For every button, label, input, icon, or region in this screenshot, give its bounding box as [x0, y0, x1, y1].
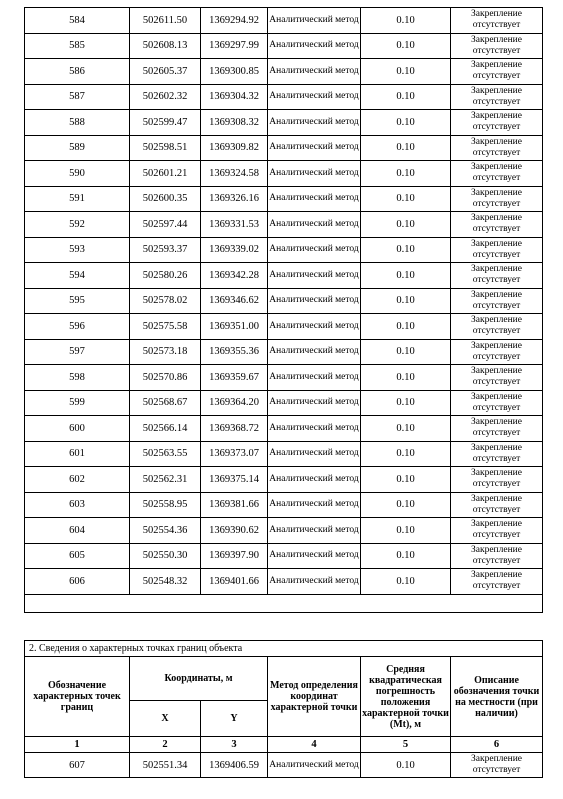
description: Закрепление отсутствует: [451, 492, 543, 518]
description: Закрепление отсутствует: [451, 416, 543, 442]
coord-y: 1369324.58: [201, 161, 268, 187]
coord-x: 502548.32: [130, 569, 201, 595]
coord-y: 1369364.20: [201, 390, 268, 416]
point-id: 597: [25, 339, 130, 365]
coord-x: 502600.35: [130, 186, 201, 212]
method: Аналитический метод: [268, 8, 361, 34]
error-value: 0.10: [361, 518, 451, 544]
coord-x: 502611.50: [130, 8, 201, 34]
boundary-points-table: [24, 640, 543, 778]
error-value: 0.10: [361, 492, 451, 518]
table-row: [25, 492, 543, 518]
method: Аналитический метод: [268, 84, 361, 110]
empty-cell: [25, 594, 543, 612]
header-point-designation: Обозначение характерных точек границ: [25, 657, 130, 737]
description: Закрепление отсутствует: [451, 569, 543, 595]
coord-y: 1369297.99: [201, 33, 268, 59]
coord-y: 1369326.16: [201, 186, 268, 212]
coord-x: 502566.14: [130, 416, 201, 442]
point-id: 599: [25, 390, 130, 416]
coord-y: 1369300.85: [201, 59, 268, 85]
coord-y: 1369294.92: [201, 8, 268, 34]
point-id: 601: [25, 441, 130, 467]
coord-y: 1369397.90: [201, 543, 268, 569]
coord-x: 502599.47: [130, 110, 201, 136]
coord-x: 502593.37: [130, 237, 201, 263]
description: Закрепление отсутствует: [451, 543, 543, 569]
column-number: 4: [268, 737, 361, 753]
table-row: [25, 467, 543, 493]
description: Закрепление отсутствует: [451, 314, 543, 340]
error-value: 0.10: [361, 135, 451, 161]
method: Аналитический метод: [268, 186, 361, 212]
coord-x: 502562.31: [130, 467, 201, 493]
coord-x: 502605.37: [130, 59, 201, 85]
section-title: 2. Сведения о характерных точках границ объекта: [25, 641, 543, 657]
error-value: 0.10: [361, 390, 451, 416]
table-row: [25, 135, 543, 161]
coord-x: 502558.95: [130, 492, 201, 518]
table-row: [25, 569, 543, 595]
table-row: [25, 84, 543, 110]
coord-y: 1369381.66: [201, 492, 268, 518]
table-row: [25, 110, 543, 136]
column-number: 5: [361, 737, 451, 753]
description: Закрепление отсутствует: [451, 135, 543, 161]
coord-y: 1369401.66: [201, 569, 268, 595]
method: Аналитический метод: [268, 212, 361, 238]
error-value: 0.10: [361, 33, 451, 59]
point-id: 604: [25, 518, 130, 544]
point-id: 600: [25, 416, 130, 442]
method: Аналитический метод: [268, 339, 361, 365]
error-value: 0.10: [361, 84, 451, 110]
header-error: Средняя квадратическая погрешность положения характерной точки (Mt), м: [361, 657, 451, 737]
method: Аналитический метод: [268, 441, 361, 467]
coord-x: 502570.86: [130, 365, 201, 391]
points-table-body: [25, 8, 543, 613]
table-row: [25, 8, 543, 34]
table-row: [25, 518, 543, 544]
method: Аналитический метод: [268, 416, 361, 442]
error-value: 0.10: [361, 110, 451, 136]
description: Закрепление отсутствует: [451, 161, 543, 187]
method: Аналитический метод: [268, 135, 361, 161]
description: Закрепление отсутствует: [451, 212, 543, 238]
coord-y: 1369375.14: [201, 467, 268, 493]
point-id: 591: [25, 186, 130, 212]
error-value: 0.10: [361, 314, 451, 340]
error-value: 0.10: [361, 237, 451, 263]
description: Закрепление отсутствует: [451, 59, 543, 85]
point-id: 589: [25, 135, 130, 161]
point-id: 598: [25, 365, 130, 391]
coord-y: 1369373.07: [201, 441, 268, 467]
coord-x: 502573.18: [130, 339, 201, 365]
description: Закрепление отсутствует: [451, 753, 543, 778]
header-x: X: [130, 701, 201, 737]
coord-y: 1369368.72: [201, 416, 268, 442]
description: Закрепление отсутствует: [451, 518, 543, 544]
description: Закрепление отсутствует: [451, 339, 543, 365]
header-y: Y: [201, 701, 268, 737]
table-row: [25, 416, 543, 442]
point-id: 606: [25, 569, 130, 595]
coord-x: 502550.30: [130, 543, 201, 569]
coord-x: 502597.44: [130, 212, 201, 238]
description: Закрепление отсутствует: [451, 467, 543, 493]
coord-y: 1369359.67: [201, 365, 268, 391]
coord-y: 1369304.32: [201, 84, 268, 110]
description: Закрепление отсутствует: [451, 390, 543, 416]
table-row: [25, 365, 543, 391]
method: Аналитический метод: [268, 314, 361, 340]
coord-y: 1369339.02: [201, 237, 268, 263]
coord-x: 502554.36: [130, 518, 201, 544]
method: Аналитический метод: [268, 288, 361, 314]
table-row: [25, 59, 543, 85]
table-row: [25, 441, 543, 467]
method: Аналитический метод: [268, 263, 361, 289]
coord-y: 1369331.53: [201, 212, 268, 238]
method: Аналитический метод: [268, 161, 361, 187]
error-value: 0.10: [361, 365, 451, 391]
point-id: 585: [25, 33, 130, 59]
point-id: 602: [25, 467, 130, 493]
description: Закрепление отсутствует: [451, 288, 543, 314]
method: Аналитический метод: [268, 492, 361, 518]
point-id: 596: [25, 314, 130, 340]
error-value: 0.10: [361, 263, 451, 289]
error-value: 0.10: [361, 543, 451, 569]
table-row: [25, 753, 543, 778]
table-row: [25, 161, 543, 187]
point-id: 607: [25, 753, 130, 778]
table-row: [25, 212, 543, 238]
coord-x: 502568.67: [130, 390, 201, 416]
table-row: [25, 314, 543, 340]
coord-x: 502551.34: [130, 753, 201, 778]
description: Закрепление отсутствует: [451, 263, 543, 289]
error-value: 0.10: [361, 467, 451, 493]
description: Закрепление отсутствует: [451, 110, 543, 136]
description: Закрепление отсутствует: [451, 33, 543, 59]
description: Закрепление отсутствует: [451, 237, 543, 263]
coord-y: 1369308.32: [201, 110, 268, 136]
description: Закрепление отсутствует: [451, 365, 543, 391]
error-value: 0.10: [361, 212, 451, 238]
point-id: 592: [25, 212, 130, 238]
coord-y: 1369390.62: [201, 518, 268, 544]
table-row: [25, 237, 543, 263]
error-value: 0.10: [361, 339, 451, 365]
description: Закрепление отсутствует: [451, 8, 543, 34]
coord-x: 502598.51: [130, 135, 201, 161]
method: Аналитический метод: [268, 543, 361, 569]
column-number: 6: [451, 737, 543, 753]
table-row: [25, 263, 543, 289]
coord-x: 502575.58: [130, 314, 201, 340]
points-table: [24, 7, 543, 613]
header-method: Метод определения координат характерной точки: [268, 657, 361, 737]
coord-x: 502601.21: [130, 161, 201, 187]
error-value: 0.10: [361, 288, 451, 314]
error-value: 0.10: [361, 8, 451, 34]
error-value: 0.10: [361, 569, 451, 595]
method: Аналитический метод: [268, 33, 361, 59]
point-id: 603: [25, 492, 130, 518]
error-value: 0.10: [361, 753, 451, 778]
header-description: Описание обозначения точки на местности (при наличии): [451, 657, 543, 737]
description: Закрепление отсутствует: [451, 441, 543, 467]
point-id: 595: [25, 288, 130, 314]
method: Аналитический метод: [268, 390, 361, 416]
coord-x: 502580.26: [130, 263, 201, 289]
coord-y: 1369342.28: [201, 263, 268, 289]
table-row: [25, 390, 543, 416]
point-id: 605: [25, 543, 130, 569]
table-row: [25, 339, 543, 365]
coord-y: 1369406.59: [201, 753, 268, 778]
method: Аналитический метод: [268, 110, 361, 136]
coord-x: 502602.32: [130, 84, 201, 110]
method: Аналитический метод: [268, 467, 361, 493]
column-number: 3: [201, 737, 268, 753]
coord-y: 1369351.00: [201, 314, 268, 340]
coord-y: 1369346.62: [201, 288, 268, 314]
table-row: [25, 288, 543, 314]
method: Аналитический метод: [268, 59, 361, 85]
point-id: 586: [25, 59, 130, 85]
point-id: 593: [25, 237, 130, 263]
coord-x: 502563.55: [130, 441, 201, 467]
point-id: 594: [25, 263, 130, 289]
method: Аналитический метод: [268, 569, 361, 595]
error-value: 0.10: [361, 416, 451, 442]
method: Аналитический метод: [268, 518, 361, 544]
coord-x: 502578.02: [130, 288, 201, 314]
description: Закрепление отсутствует: [451, 186, 543, 212]
method: Аналитический метод: [268, 365, 361, 391]
table-row: [25, 33, 543, 59]
error-value: 0.10: [361, 441, 451, 467]
table-row: [25, 186, 543, 212]
point-id: 590: [25, 161, 130, 187]
point-id: 587: [25, 84, 130, 110]
point-id: 588: [25, 110, 130, 136]
method: Аналитический метод: [268, 753, 361, 778]
error-value: 0.10: [361, 59, 451, 85]
column-number: 2: [130, 737, 201, 753]
coord-y: 1369309.82: [201, 135, 268, 161]
coord-y: 1369355.36: [201, 339, 268, 365]
description: Закрепление отсутствует: [451, 84, 543, 110]
coord-x: 502608.13: [130, 33, 201, 59]
header-coordinates: Координаты, м: [130, 657, 268, 701]
empty-row: [25, 594, 543, 612]
method: Аналитический метод: [268, 237, 361, 263]
error-value: 0.10: [361, 186, 451, 212]
point-id: 584: [25, 8, 130, 34]
error-value: 0.10: [361, 161, 451, 187]
column-number: 1: [25, 737, 130, 753]
table-row: [25, 543, 543, 569]
